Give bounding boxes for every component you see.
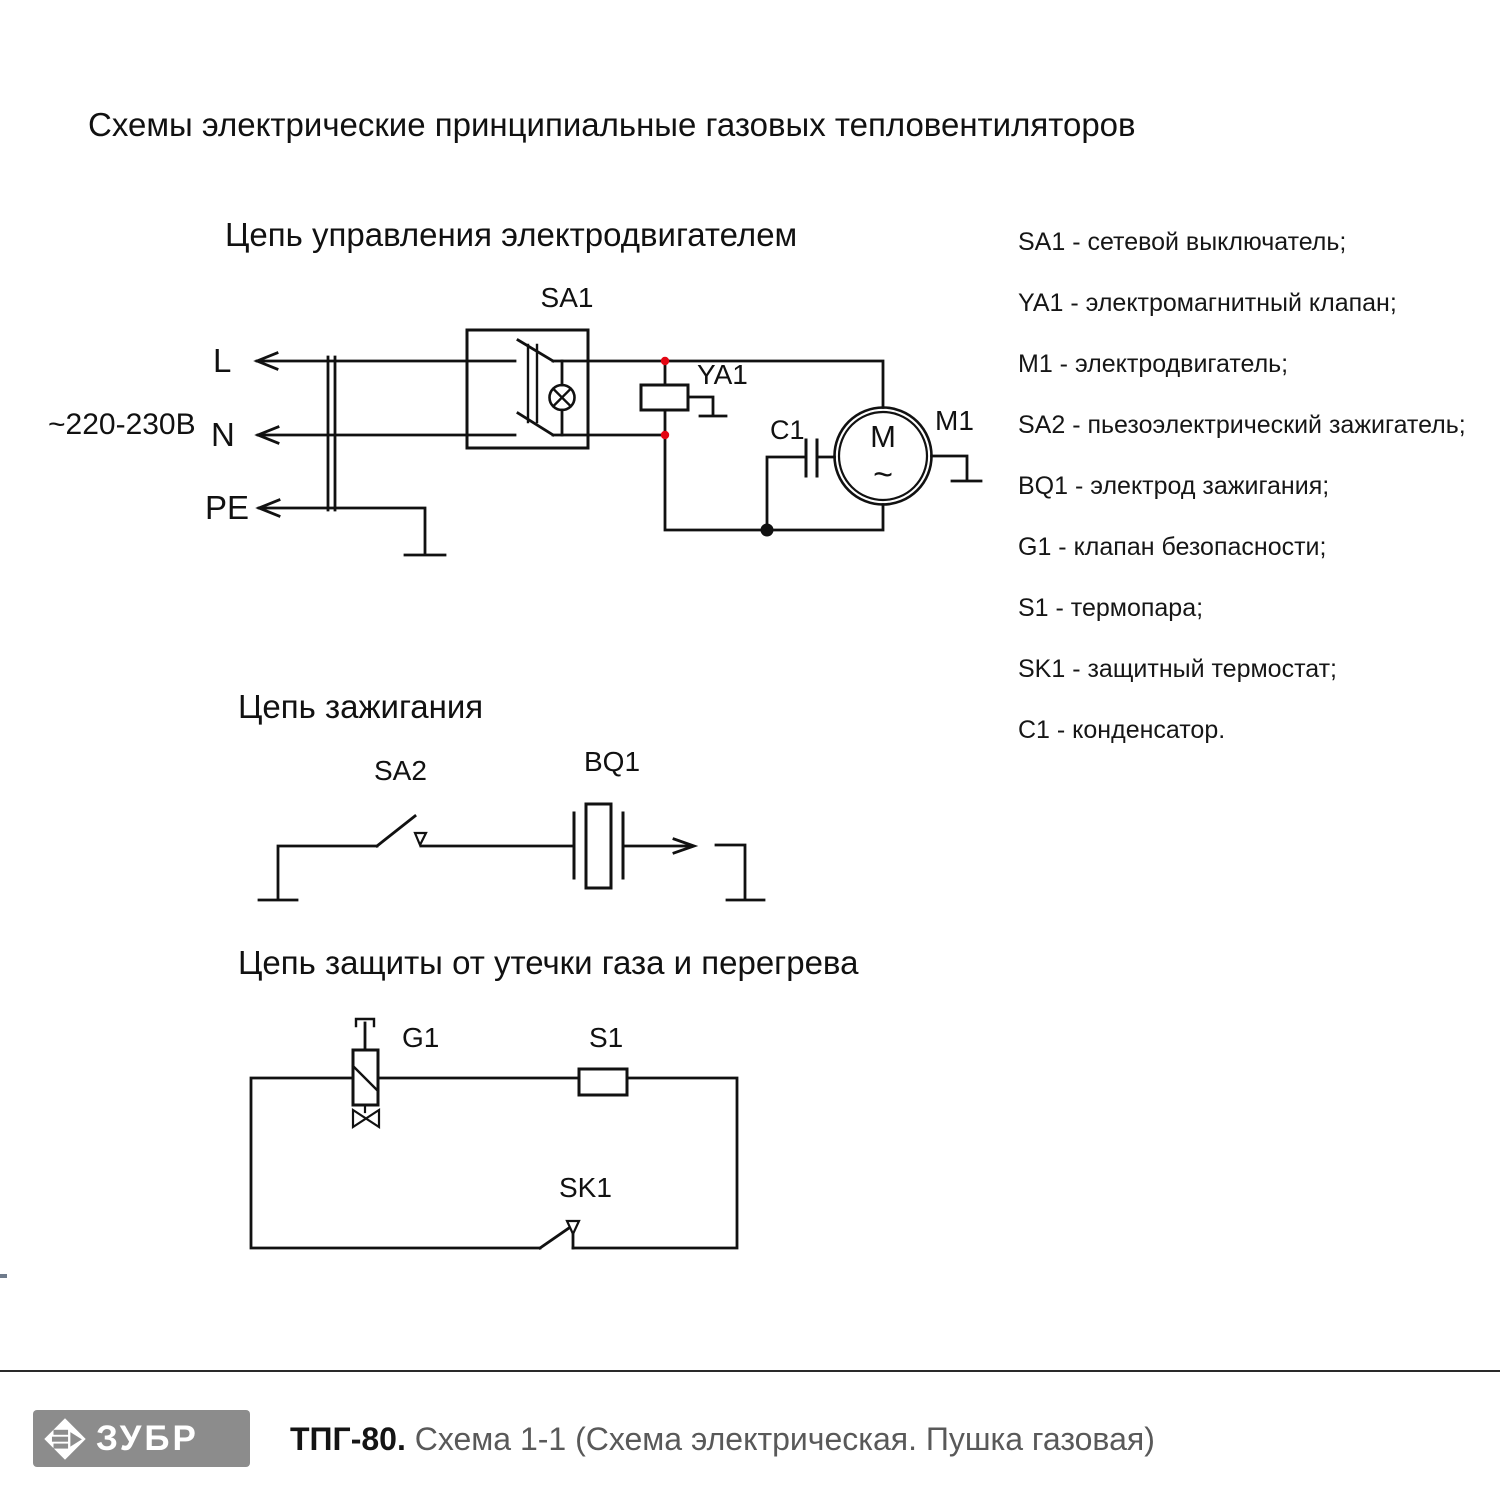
sk1-contact-triangle (567, 1221, 579, 1234)
sa1-mechanical-link (528, 345, 537, 422)
terminal-label-n: N (211, 416, 235, 453)
ya1-ground-icon (688, 397, 726, 416)
c1-capacitor-symbol (761, 440, 835, 537)
protection-loop (251, 1078, 737, 1248)
sa2-label: SA2 (374, 755, 427, 786)
bq1-label: BQ1 (584, 746, 641, 777)
sa2-contact-triangle (415, 833, 426, 845)
legend-item-ya1: YA1 - электромагнитный клапан; (1018, 289, 1397, 317)
sa1-label: SA1 (540, 282, 594, 313)
g1-valve-bowtie (353, 1105, 379, 1127)
ignition-left-ground-icon (259, 846, 377, 900)
sa1-lever-top (518, 340, 553, 361)
legend-item-sa2: SA2 - пьезоэлектрический зажигатель; (1018, 411, 1466, 439)
bq1-crystal-box (586, 804, 611, 888)
legend-item-c1: C1 - конденсатор. (1018, 716, 1226, 744)
g1-label: G1 (402, 1022, 440, 1053)
legend-item-g1: G1 - клапан безопасности; (1018, 533, 1327, 561)
motor-ground-icon (932, 456, 982, 481)
s1-body (579, 1069, 627, 1095)
sa1-lever-bottom (518, 413, 553, 435)
page-edge-mark (0, 1274, 7, 1278)
motor-letter: М (870, 419, 896, 454)
m1-label: M1 (935, 405, 974, 436)
zubr-logo (33, 1410, 250, 1467)
motor-wave: ~ (873, 456, 893, 494)
circuit3-title: Цепь защиты от утечки газа и перегрева (238, 944, 859, 981)
legend-item-m1: M1 - электродвигатель; (1018, 350, 1289, 378)
sk1-label: SK1 (559, 1172, 612, 1203)
l-line (257, 361, 883, 408)
s1-label: S1 (589, 1022, 624, 1053)
junction-dot-red-top (661, 357, 669, 365)
zubr-logo-icon (42, 1416, 88, 1462)
loop-wires (251, 1078, 737, 1248)
circuit2-title: Цепь зажигания (238, 688, 484, 725)
ya1-coil-box (641, 385, 688, 410)
indicator-lamp-cross (553, 389, 571, 407)
footer-description: Схема 1-1 (Схема электрическая. Пушка газовая) (414, 1421, 1155, 1457)
sa1-switch-symbol (467, 330, 588, 448)
footer-caption (290, 1421, 1155, 1458)
c1-plates (806, 440, 817, 476)
voltage-label: ~220-230В (48, 408, 196, 441)
circuit1-title: Цепь управления электродвигателем (225, 216, 798, 253)
s1-thermocouple-symbol (579, 1069, 627, 1095)
g1-diagonal (353, 1066, 378, 1091)
bq1-piezo-symbol (574, 804, 764, 900)
motor-bottom-wire (767, 505, 883, 531)
footer-model: ТПГ-80. (290, 1421, 406, 1457)
sa2-lever (377, 816, 415, 846)
legend-item-s1: S1 - термопара; (1018, 594, 1204, 622)
terminal-label-l: L (213, 342, 232, 379)
legend-item-sk1: SK1 - защитный термостат; (1018, 655, 1337, 683)
page-title: Схемы электрические принципиальные газовых тепловентиляторов (88, 106, 1136, 143)
sa2-switch-symbol (259, 816, 574, 900)
sk1-lever (540, 1228, 569, 1248)
spark-electrode (716, 845, 764, 900)
ya1-label: YA1 (697, 359, 748, 390)
sk1-thermostat-symbol (540, 1221, 579, 1248)
pe-line (259, 508, 445, 555)
legend-item-sa1: SA1 - сетевой выключатель; (1018, 228, 1347, 256)
plug-connector-symbol (328, 357, 335, 510)
c1-label: C1 (770, 415, 805, 445)
terminal-label-pe: PE (205, 489, 250, 526)
zubr-logo-text: ЗУБР (96, 1419, 199, 1458)
bq1-plates (574, 813, 623, 878)
power-input-symbol (257, 353, 883, 555)
c1-wires (767, 457, 835, 530)
g1-valve-symbol (353, 1019, 379, 1127)
legend-item-bq1: BQ1 - электрод зажигания; (1018, 472, 1330, 500)
junction-dot-red-bottom (661, 431, 669, 439)
